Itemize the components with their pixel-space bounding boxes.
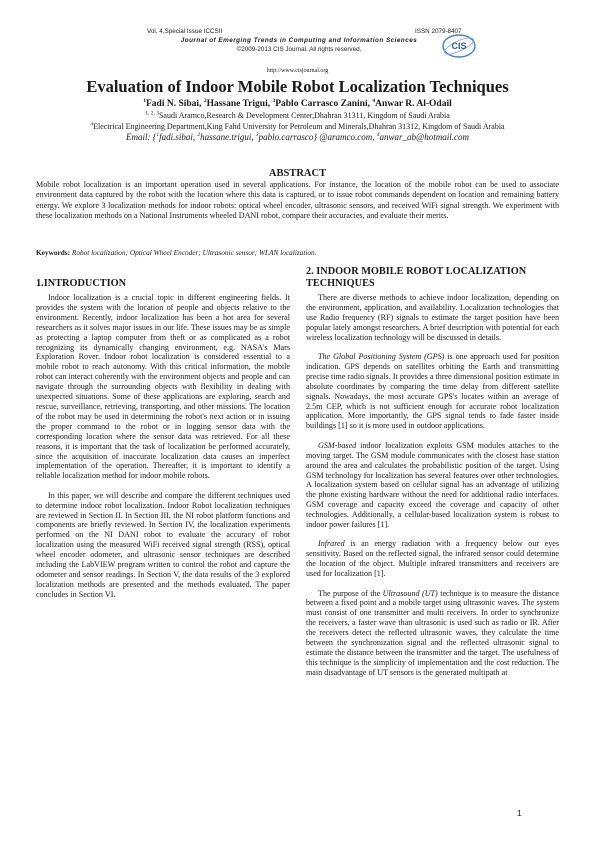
abstract-heading: ABSTRACT	[268, 168, 327, 179]
ultrasound-term: Ultrasound (UT)	[382, 588, 438, 598]
infrared-paragraph	[306, 539, 559, 579]
ultrasound-text: technique is to measure the distance between a fixed point and a mobile target using ultrasonic waves. The system must consist of one transmitter and multi receivers. In order to synchronize the receivers, a faster wave than ultrasonic is used such as radio or IR. After the receivers detect the reflected ultrasonic waves, they calculate the time between the synchronization signal and the reflected ultrasonic signal to estimate the distance between the transmitter and the target. The usefulness of this technique is the simplicity of implementation and the cost reduction. The main disadvantage of UT sensors is the generated multipath at	[306, 588, 560, 677]
author-1-index: 1	[143, 97, 146, 104]
ultrasound-paragraph	[306, 589, 559, 678]
affiliation-2	[0, 122, 595, 131]
author-4-index: 4	[372, 97, 376, 104]
section-2-heading: 2. INDOOR MOBILE ROBOT LOCALIZATION TECHNIQUES	[306, 266, 527, 289]
abstract-text: Mobile robot localization is an important operation used in several applications. For instance, the location of the mobile robot can be used to associate environment data captured by the robot with the location where this data is captured, or to issue robot commands dependent on location and remaining battery energy. We explore 3 localization methods for indoor robots: optical wheel encoder, ultrasonic sensors, and received WiFi signal strength. We experiment with these localization methods on a National Instruments wheeled DANI robot, compare their accuracies, and evaluate their merits.	[36, 180, 559, 220]
paper-title: Evaluation of Indoor Mobile Robot Localization Techniques	[86, 77, 509, 96]
keywords	[36, 248, 559, 257]
author-3: Pablo Carrasco Zanini,	[275, 99, 373, 109]
author-list	[0, 99, 595, 109]
header-journal-name: Journal of Emerging Trends in Computing and Information Sciences	[180, 37, 418, 44]
affiliation-2-index: 4	[90, 121, 94, 128]
infrared-term: Infrared	[318, 539, 345, 549]
header-volume: Vol. 4,Special Issue ICCSII	[147, 28, 223, 35]
intro-paragraph-1: Indoor localization is a crucial topic in different engineering fields. It provides the system with the location of people and objects relative to the environment. Recently, indoor localization has been a hot area for several researchers as it solves major issues in our life. These issues may be as simple as protecting a laptop computer from theft or as complicated as a robot recognizing its dynamically changing environment, e.g. NASA's Mars Exploration Rover. Indoor robot localization is considered essential to a mobile robot to reach autonomy. With this critical information, the mobile robot can interact coherently with the environment objects and people and can navigate through the surrounding objects with flexibility in dealing with unexpected situations. Some of these applications are exploring, search and rescue, surveillance, retrieving, transporting, and other missions. The location of the robot may be used in determining the robot's next action or in issuing the proper command to the robot or in logging sensor data with the corresponding location where the sensor data was retrieved. For all these reasons, it is important that the task of localization be performed accurately, since the acquisition of inaccurate localization data causes an imperfect implementation of the operation. Thereafter, it is important to identify a reliable localization method for indoor mobile robots.	[36, 293, 290, 481]
section-1-heading: 1.INTRODUCTION	[36, 278, 127, 289]
author-3-index: 3	[272, 97, 276, 104]
gsm-text: indoor localization exploits GSM modules attaches to the moving target. The GSM module communicates with the closest base station around the area and calculates the probabilistic position of the target. Using GSM technology for localization has several features over other technologies. A localization system based on cellular signal has an advantage of utilizing the phone existing hardware without the need for additional radio interfaces. GSM coverage and capacity exceed the coverage and capacity of other technologies. Additionally, a cellular-based localization system is robust to indoor power failures [1].	[306, 440, 559, 530]
keywords-label: Keywords:	[36, 248, 71, 257]
affiliation-2-text: Electrical Engineering Department,King Fahd University for Petroleum and Minerals,Dhahran 31312, Kingdom of Saudi Arabia	[93, 122, 505, 131]
intro-paragraph-2: In this paper, we will describe and compare the different techniques used to determine indoor robot localization. Indoor Robot localization techniques are reviewed in Section II. In Section III, the NI robot platform functions and components are briefly reviewed. In Section IV, the localization experiments performed on the NI DANI robot to evaluate the accuracy of robot localization using the measured WiFi received signal strength (RSS), optical wheel encoder odometer, and ultrasonic sensor techniques are described including the LabVIEW program written to control the robot and capture the odometer and sensor readings. In Section V, the data results of the 3 explored localization methods are presented and the methods evaluated. The paper concludes in Section VI.	[36, 490, 290, 599]
journal-url[interactable]: http://www.cisjournal.org	[266, 68, 329, 74]
email-prefix: Email: {	[125, 132, 157, 142]
gps-term: The Global Positioning System (GPS)	[318, 352, 445, 362]
gps-paragraph	[306, 352, 559, 431]
keywords-text: Robot localization; Optical Wheel Encoder; Ultrasonic sensor; WLAN localization.	[70, 248, 317, 257]
techniques-paragraph-1: There are diverse methods to achieve indoor localization, depending on the environment, application, and availability. Localization technologies that use Radio frequency (RF) signals to estimate the target position have been popular lately amongst researchers. A brief description with potential for each wireless localization technology will be discussed in details.	[306, 293, 559, 342]
header-copyright: ©2009-2013 CIS Journal. All rights reserved.	[236, 46, 362, 53]
gps-text: is one approach used for position indication. GPS depends on satellites orbiting the Earth and transmitting precise time radio signals. It provides a three dimensional position estimate in absolute coordinates by comparing the time delay from different satellite signals. Nowadays, the most accurate GPS's locates within an average of 2.5m CEP, which is not sufficient enough for accurate robot localization application. More importantly, the GPS signal tends to fade faster inside buildings [1] so it is more used in outdoor applications.	[306, 352, 559, 431]
gsm-term: GSM-based	[318, 440, 357, 450]
header-issn: ISSN 2079-8407	[415, 28, 462, 35]
author-2: Hassane Trigui,	[206, 99, 273, 109]
email-3[interactable]: pablo.carrasco} @aramco.com,	[258, 132, 377, 142]
ultrasound-prefix: The purpose of the	[318, 588, 383, 598]
page-number: 1	[517, 808, 522, 818]
author-4: Anwar R. Al-Odail	[375, 99, 452, 109]
email-2[interactable]: hassane.trigui,	[200, 132, 256, 142]
email-3-index: 3	[255, 132, 259, 138]
email-4-index: 4	[376, 132, 380, 138]
author-1: Fadi N. Sibai,	[146, 99, 204, 109]
logo-text: CIS	[451, 41, 467, 51]
email-1-index: 1	[156, 132, 160, 138]
gsm-paragraph	[306, 441, 559, 530]
affiliation-1-index: 1, 2, 3	[145, 110, 159, 117]
author-2-index: 2	[203, 97, 207, 104]
email-4[interactable]: anwar_ab@hotmail.com	[379, 132, 470, 142]
right-column	[306, 266, 559, 678]
affiliation-1	[0, 111, 595, 120]
email-2-index: 2	[197, 132, 201, 138]
email-1[interactable]: fadi.sibai,	[159, 132, 198, 142]
affiliation-1-text: Saudi Aramco,Research & Development Center,Dhahran 31311, Kingdom of Saudi Arabia	[158, 111, 450, 120]
cis-logo	[440, 31, 478, 61]
infrared-text: is an energy radiation with a frequency below our eyes sensitivity. Based on the reflected signal, the infrared sensor could determine the location of the object. Multiple infrared transmitters and receivers are used for localization [1].	[306, 539, 559, 579]
left-column	[36, 266, 290, 609]
author-emails	[0, 132, 595, 142]
